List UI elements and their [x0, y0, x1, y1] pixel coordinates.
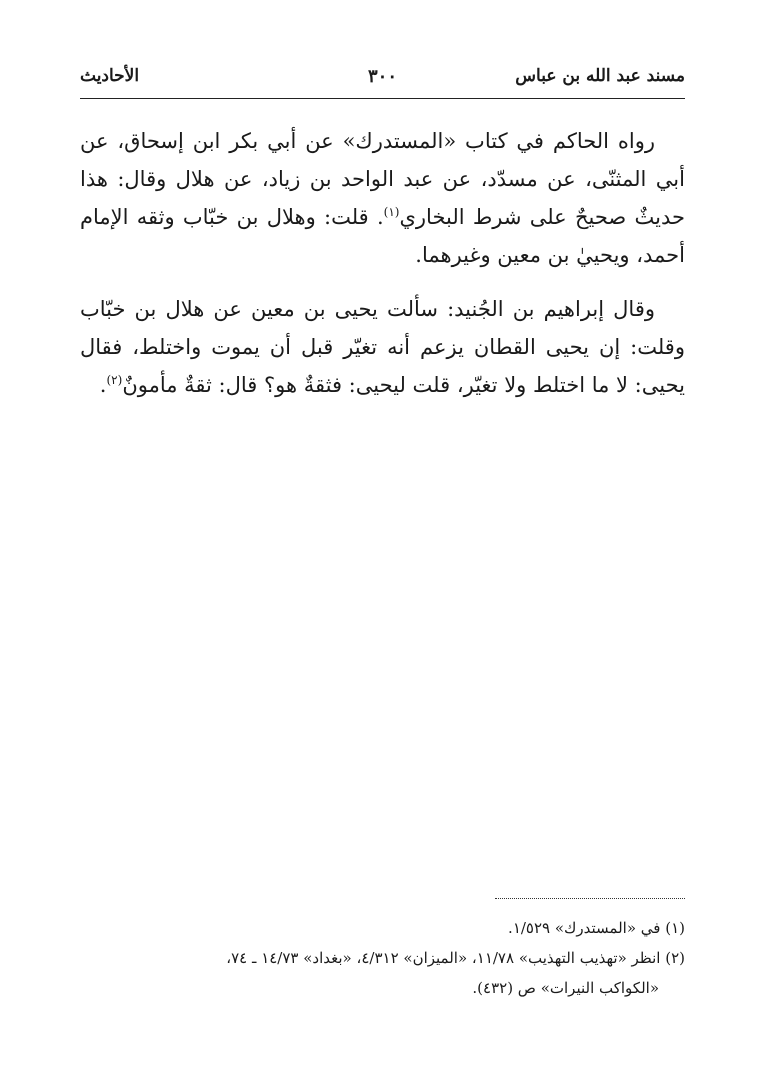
paragraph-text: . قلت: وهلال بن خبّاب وثقه الإمام أحمد، ويحييٰ بن معين وغيرهما. [80, 205, 685, 267]
main-text [80, 122, 685, 420]
footnote-ref: (١) [383, 205, 400, 219]
book-title: مسند عبد الله بن عباس [515, 66, 685, 86]
paragraph [80, 290, 685, 404]
section-title: الأحاديث [80, 66, 140, 86]
paragraph-text: . [99, 373, 107, 397]
page-number: ٣٠٠ [367, 66, 397, 87]
footnote: (١) في «المستدرك» ١/٥٢٩. [508, 919, 685, 937]
paragraph-text: وقال إبراهيم بن الجُنيد: سألت يحيى بن معين عن هلال بن خبّاب وقلت: إن يحيى القطان يزعم أنه تغيّر قبل أن يموت واختلط، فقال يحيى: لا ما اختلط ولا تغيّر، قلت ليحيى: فثقةٌ هو؟ قال: ثقةٌ مأمونٌ [80, 297, 685, 397]
running-header [80, 66, 685, 99]
footnote-ref: (٢) [106, 373, 123, 387]
footnote-continuation: «الكواكب النيرات» ص (٤٣٢). [472, 979, 659, 997]
paragraph-text: رواه الحاكم في كتاب «المستدرك» عن أبي بكر ابن إسحاق، عن أبي المثنّى، عن مسدّد، عن عبد الواحد بن زياد، عن هلال وقال: هذا حديثٌ صحيحٌ على شرط البخاري [80, 129, 685, 229]
footnote: (٢) انظر «تهذيب التهذيب» ١١/٧٨، «الميزان» ٤/٣١٢، «بغداد» ١٤/٧٣ ـ ٧٤، [226, 949, 685, 967]
paragraph [80, 122, 685, 274]
footnotes [80, 914, 685, 1004]
footnote-separator [495, 898, 685, 899]
